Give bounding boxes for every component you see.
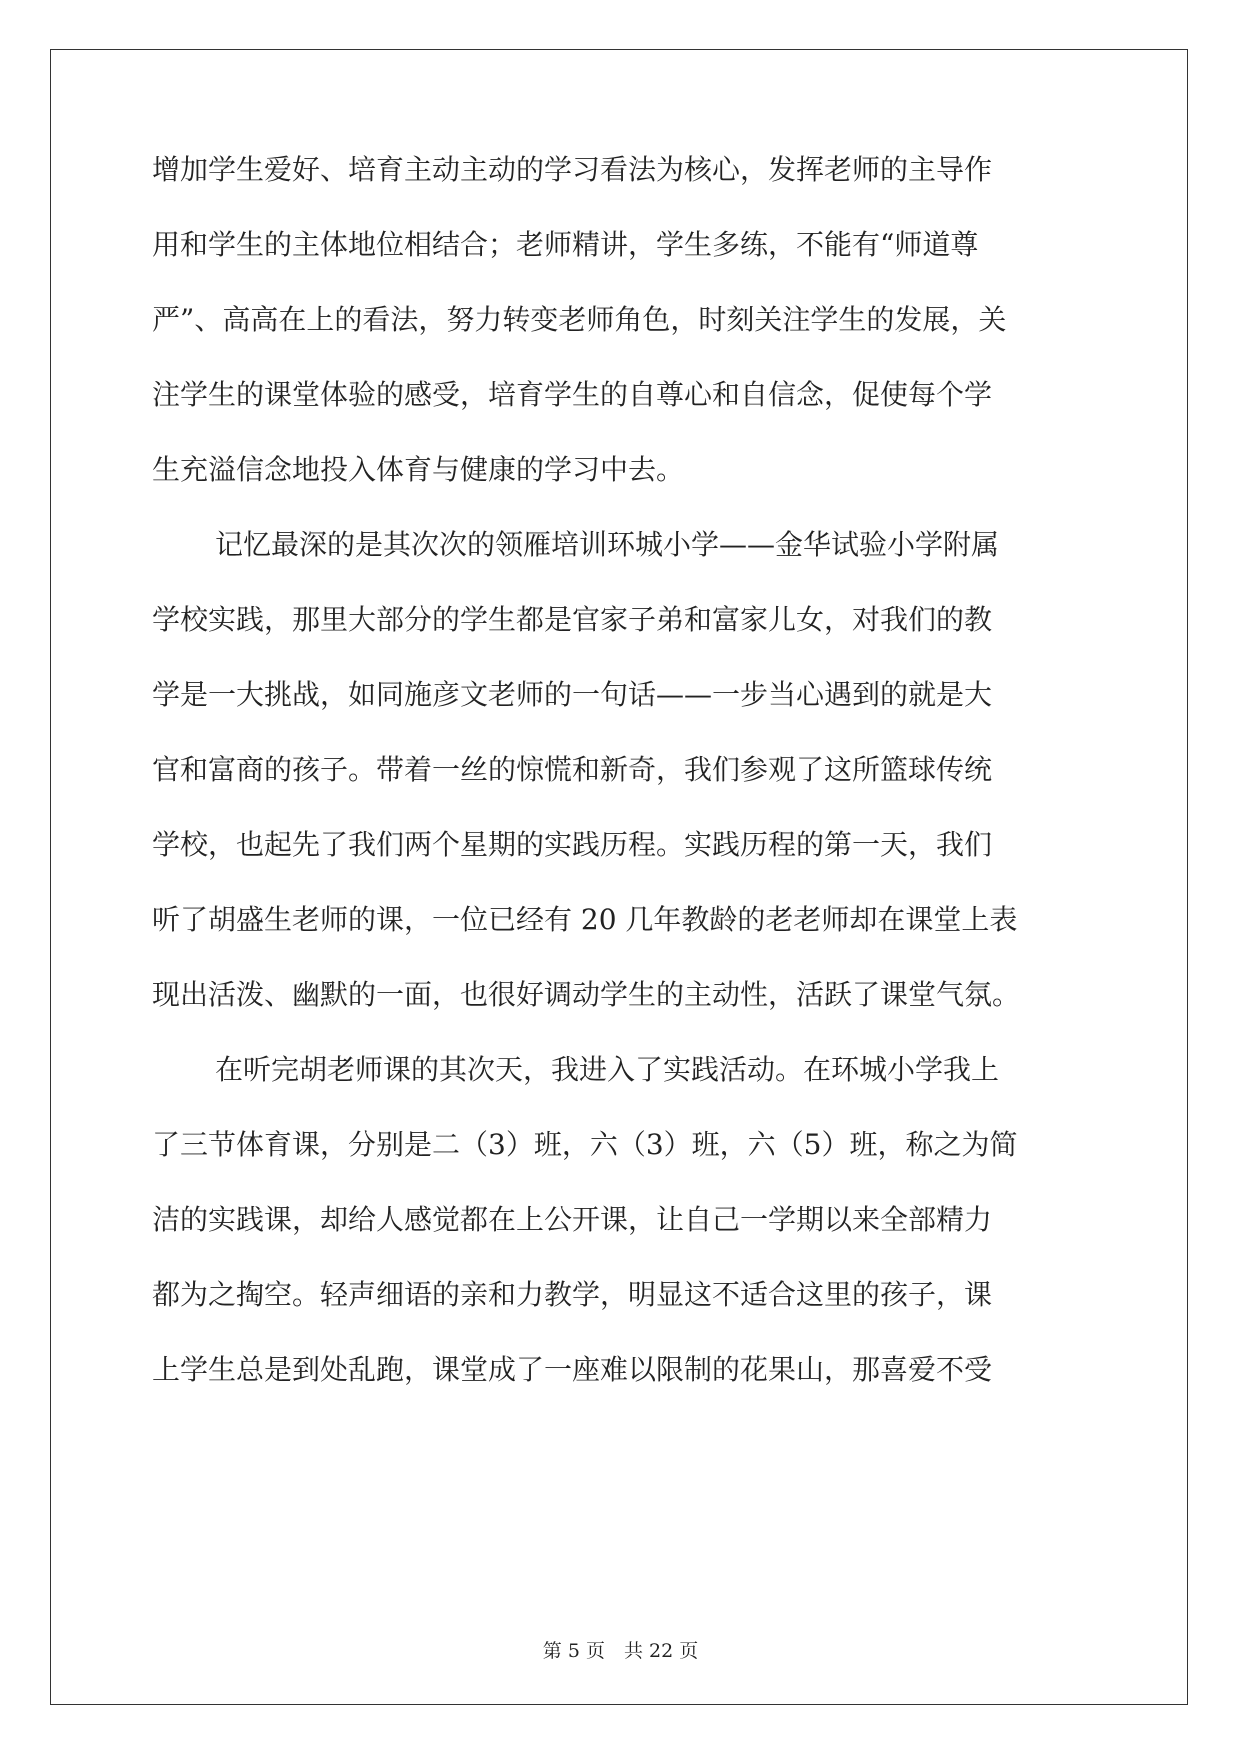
text-line: 学是一大挑战，如同施彦文老师的一句话——一步当心遇到的就是大	[152, 678, 993, 711]
text-line: 洁的实践课，却给人感觉都在上公开课，让自己一学期以来全部精力	[152, 1203, 993, 1236]
text-line: 用和学生的主体地位相结合；老师精讲，学生多练，不能有“师道尊	[152, 228, 979, 261]
text-line: 听了胡盛生老师的课，一位已经有 20 几年教龄的老老师却在课堂上表	[152, 903, 1018, 936]
text-line: 了三节体育课，分别是二（3）班，六（3）班，六（5）班，称之为简	[152, 1128, 1018, 1161]
text-line: 学校，也起先了我们两个星期的实践历程。实践历程的第一天，我们	[152, 828, 993, 861]
text-line: 注学生的课堂体验的感受，培育学生的自尊心和自信念，促使每个学	[152, 378, 993, 411]
text-line: 增加学生爱好、培育主动主动的学习看法为核心，发挥老师的主导作	[152, 153, 993, 186]
text-line: 都为之掏空。轻声细语的亲和力教学，明显这不适合这里的孩子，课	[152, 1278, 993, 1311]
paragraph-first-line: 记忆最深的是其次次的领雁培训环城小学——金华试验小学附属	[215, 528, 1000, 561]
text-line: 严”、高高在上的看法，努力转变老师角色，时刻关注学生的发展，关	[152, 303, 1007, 336]
paragraph-first-line: 在听完胡老师课的其次天，我进入了实践活动。在环城小学我上	[215, 1053, 1000, 1086]
text-line: 学校实践，那里大部分的学生都是官家子弟和富家儿女，对我们的教	[152, 603, 993, 636]
text-line: 上学生总是到处乱跑，课堂成了一座难以限制的花果山，那喜爱不受	[152, 1353, 993, 1386]
page-number-footer: 第 5 页 共 22 页	[542, 1640, 699, 1662]
text-line: 生充溢信念地投入体育与健康的学习中去。	[152, 453, 685, 486]
text-line: 官和富商的孩子。带着一丝的惊慌和新奇，我们参观了这所篮球传统	[152, 753, 993, 786]
page-border	[50, 49, 1188, 1705]
text-line: 现出活泼、幽默的一面，也很好调动学生的主动性，活跃了课堂气氛。	[152, 978, 1021, 1011]
